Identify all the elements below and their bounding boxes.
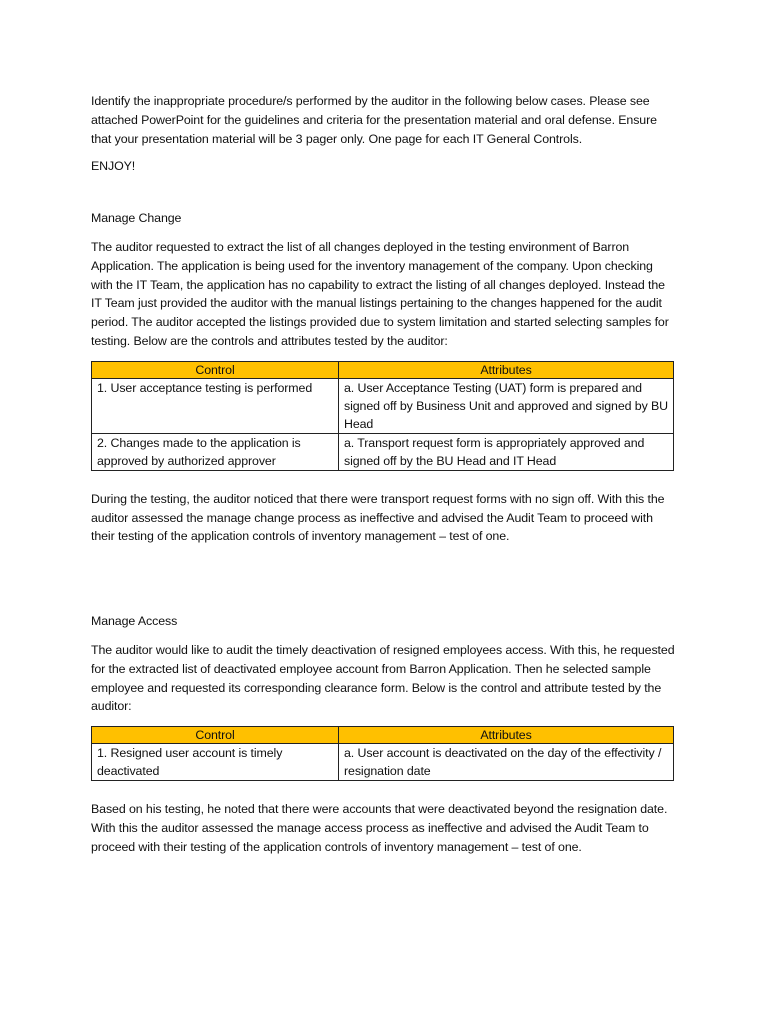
manage-access-table (91, 726, 674, 781)
header-control: Control (92, 361, 339, 378)
attributes-cell: a. User Acceptance Testing (UAT) form is prepared and signed off by Business Unit and approved and signed by BU Head (339, 378, 674, 433)
manage-change-table (91, 361, 674, 471)
header-attributes: Attributes (339, 361, 674, 378)
manage-change-conclusion: During the testing, the auditor noticed that there were transport request forms with no sign off. With this the auditor assessed the manage change process as ineffective and advised the Audit Team to proceed with their testing of the application controls of inventory management – test of one. (91, 491, 665, 544)
intro-paragraph: Identify the inappropriate procedure/s performed by the auditor in the following below cases. Please see attached PowerPoint for the guidelines and criteria for the presentation material and oral defense. Ensure that your presentation material will be 3 pager only. One page for each IT General Controls. (91, 94, 657, 146)
control-cell: 2. Changes made to the application is approved by authorized approver (92, 433, 339, 470)
header-attributes: Attributes (339, 727, 674, 744)
manage-access-heading: Manage Access (91, 614, 178, 629)
table-header-row (92, 727, 674, 744)
control-cell: 1. User acceptance testing is performed (92, 378, 339, 433)
table-row (92, 744, 674, 781)
manage-access-conclusion: Based on his testing, he noted that there were accounts that were deactivated beyond the resignation date. With this the auditor assessed the manage access process as ineffective and advised the Audit Team to proceed with their testing of the application controls of inventory management – test of one. (91, 802, 668, 854)
table-row (92, 433, 674, 470)
table-header-row (92, 361, 674, 378)
attributes-cell: a. User account is deactivated on the day of the effectivity / resignation date (339, 744, 674, 781)
header-control: Control (92, 727, 339, 744)
control-cell: 1. Resigned user account is timely deactivated (92, 744, 339, 781)
manage-access-paragraph: The auditor would like to audit the timely deactivation of resigned employees access. With this, he requested for the extracted list of deactivated employee account from Barron Application. Then he selected sample employee and requested its corresponding clearance form. Below is the control and attribute tested by the auditor: (91, 642, 675, 714)
enjoy-text: ENJOY! (91, 159, 136, 174)
document-page (91, 92, 676, 857)
table-row (92, 378, 674, 433)
manage-change-paragraph: The auditor requested to extract the list of all changes deployed in the testing environment of Barron Application. The application is being used for the inventory management of the company. Upon checking with the IT Team, the application has no capability to extract the listing of all changes deployed. Instead the IT Team just provided the auditor with the manual listings pertaining to the changes happened for the audit period. The auditor accepted the listings provided due to system limitation and started selecting samples for testing. Below are the controls and attributes tested by the auditor: (91, 239, 669, 348)
attributes-cell: a. Transport request form is appropriately approved and signed off by the BU Head and IT Head (339, 433, 674, 470)
manage-change-heading: Manage Change (91, 211, 182, 226)
